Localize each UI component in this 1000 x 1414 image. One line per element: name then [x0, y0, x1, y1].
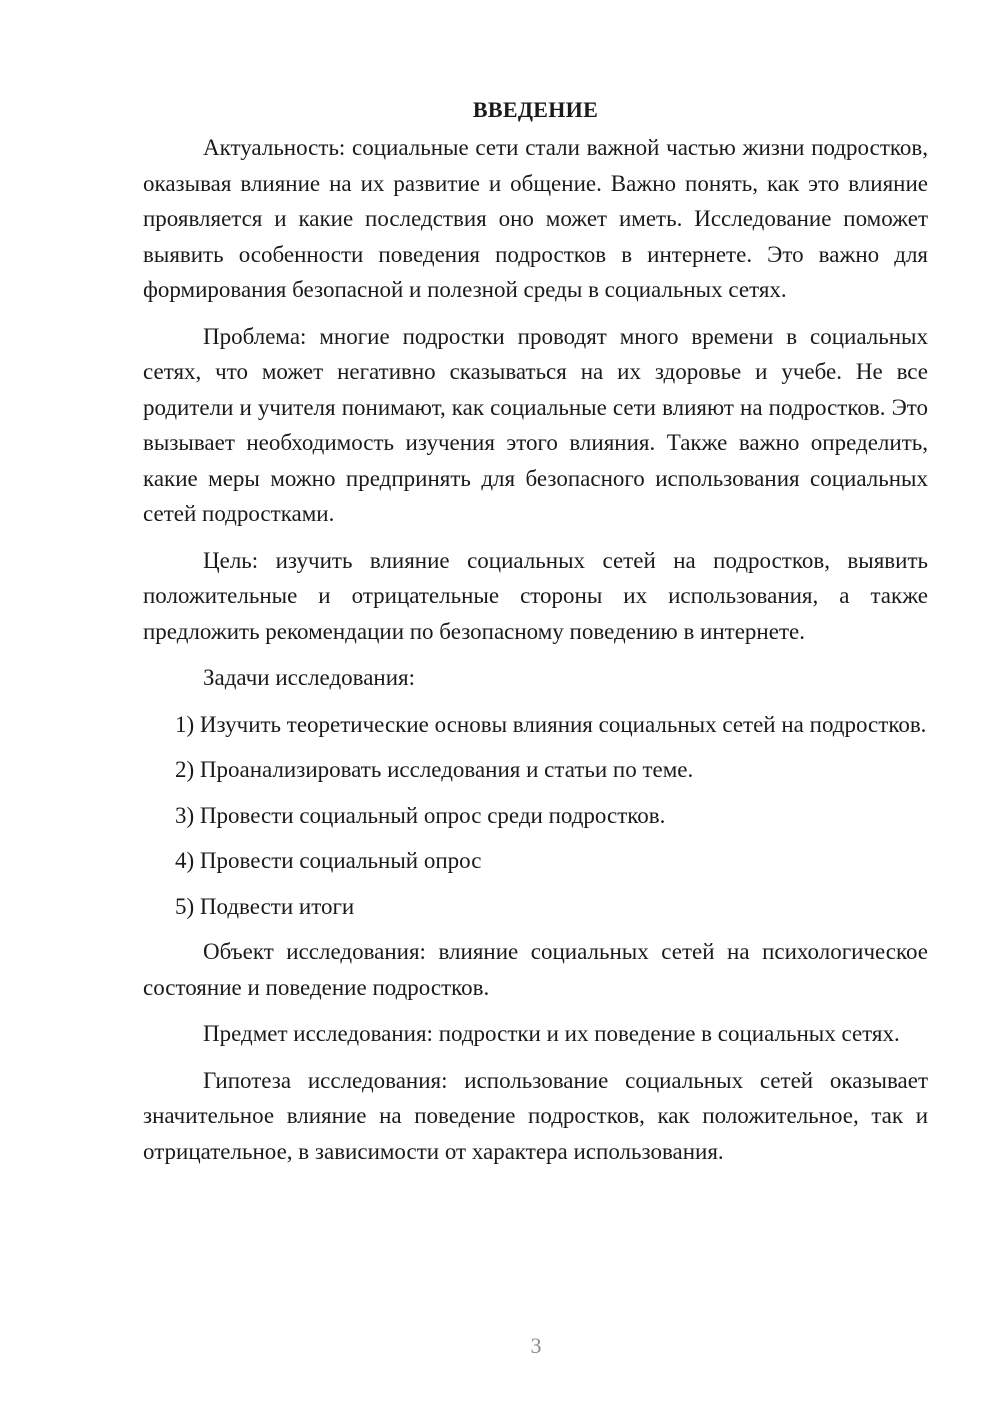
tasks-list: [143, 707, 928, 925]
object-paragraph: Объект исследования: влияние социальных сетей на психологическое состояние и поведение подростков.: [143, 939, 928, 1000]
page-title: ВВЕДЕНИЕ: [472, 97, 599, 122]
subject-paragraph: Предмет исследования: подростки и их поведение в социальных сетях.: [203, 1021, 900, 1046]
task-item: 2) Проанализировать исследования и статьи по теме.: [175, 757, 694, 782]
page-number: 3: [530, 1333, 542, 1358]
document-body: [143, 95, 928, 1180]
tasks-heading: Задачи исследования:: [203, 665, 416, 690]
task-item: 4) Провести социальный опрос: [175, 848, 482, 873]
hypothesis-paragraph: Гипотеза исследования: использование социальных сетей оказывает значительное влияние на поведение подростков, как положительное, так и отрицательное, в зависимости от характера использования.: [143, 1067, 928, 1164]
relevance-paragraph: Актуальность: социальные сети стали важной частью жизни подростков, оказывая влияние на их развитие и общение. Важно понять, как это влияние проявляется и какие последствия оно может иметь. Исследование поможет выявить особенности поведения подростков в интернете. Это важно для формирования безопасной и полезной среды в социальных сетях.: [143, 135, 928, 302]
task-item: 1) Изучить теоретические основы влияния социальных сетей на подростков.: [175, 711, 927, 737]
problem-paragraph: Проблема: многие подростки проводят много времени в социальных сетях, что может негативно сказываться на их здоровье и учебе. Не все родители и учителя понимают, как социальные сети влияют на подростков. Это вызывает необходимость изучения этого влияния. Также важно определить, какие меры можно предпринять для безопасного использования социальных сетей подростками.: [143, 323, 928, 526]
task-item: 3) Провести социальный опрос среди подростков.: [175, 802, 666, 828]
task-item: 5) Подвести итоги: [175, 893, 355, 919]
goal-paragraph: Цель: изучить влияние социальных сетей на подростков, выявить положительные и отрицательные стороны их использования, а также предложить рекомендации по безопасному поведению в интернете.: [143, 547, 928, 644]
